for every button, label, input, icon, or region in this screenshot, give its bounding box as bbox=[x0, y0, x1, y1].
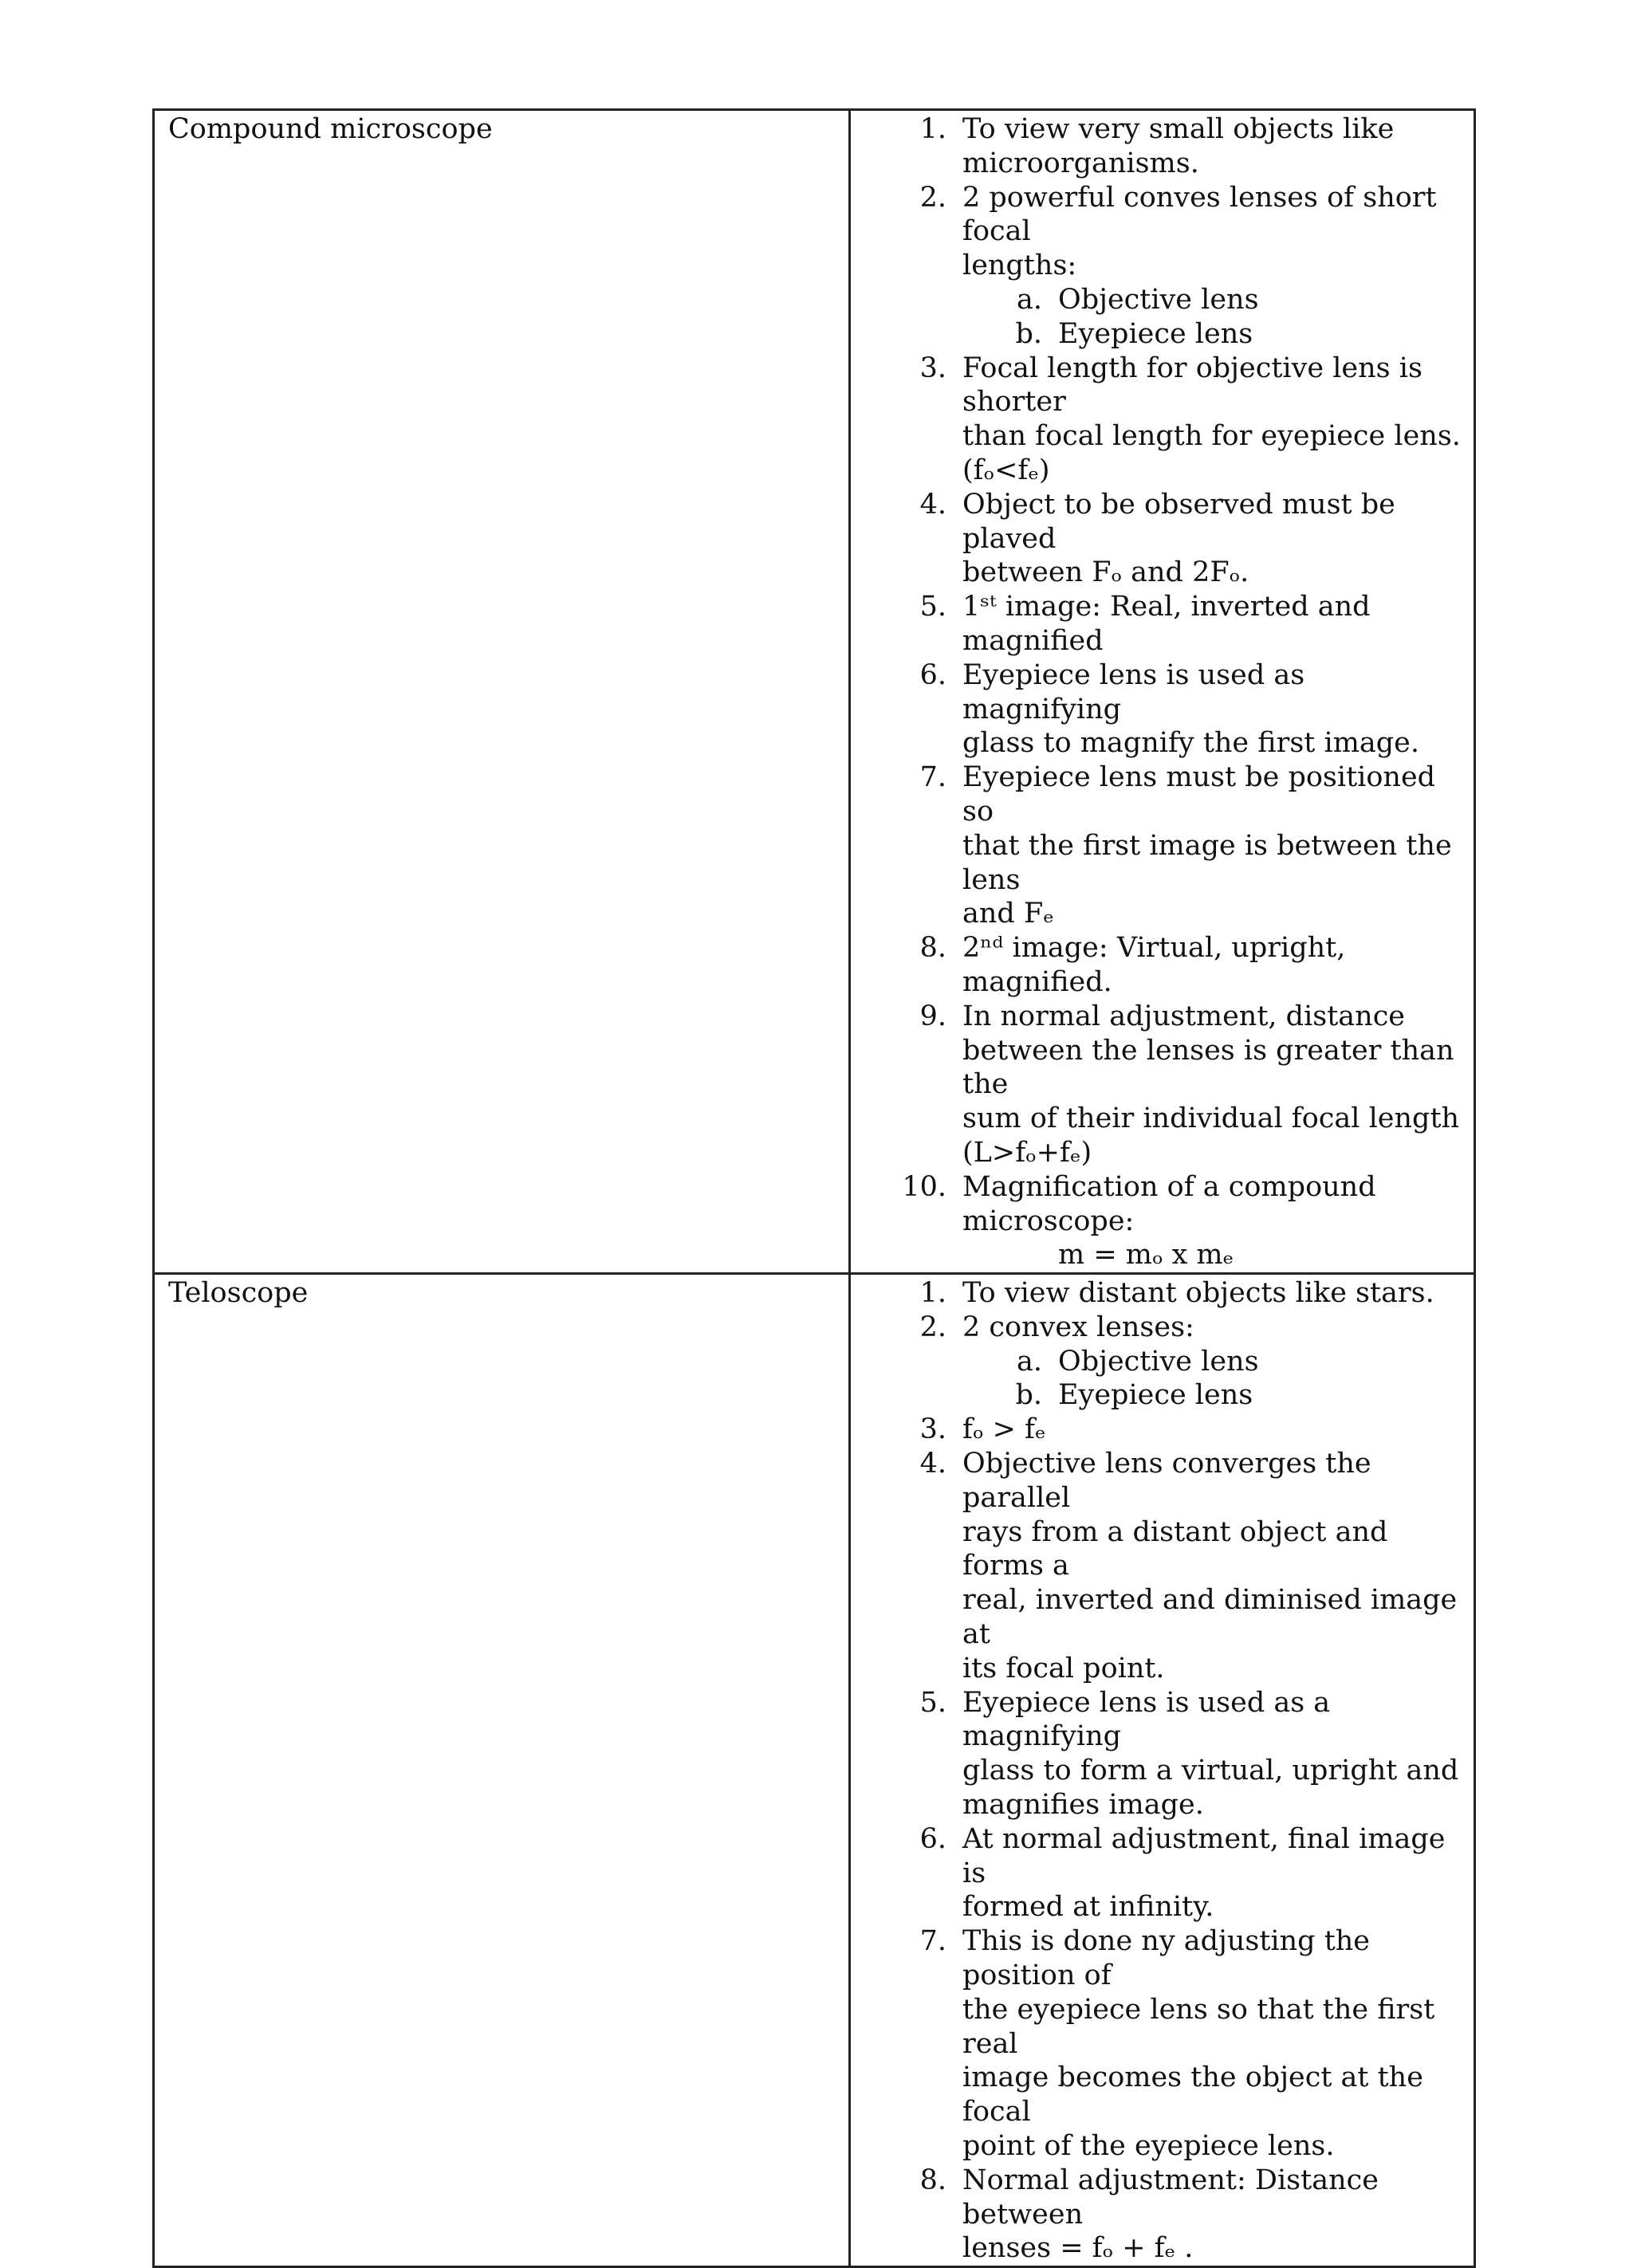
item-text: To view distant objects like stars. bbox=[962, 1277, 1434, 1310]
device-name: Compound microscope bbox=[168, 113, 493, 145]
item-text: between the lenses is greater than the bbox=[962, 1034, 1454, 1101]
item-number: 2. bbox=[919, 181, 946, 214]
list-item bbox=[851, 1205, 1462, 1239]
list-item bbox=[851, 147, 1462, 181]
item-number bbox=[851, 419, 962, 454]
list-item bbox=[851, 726, 1462, 761]
list-item bbox=[851, 1993, 1462, 2062]
item-text: This is done ny adjusting the position of bbox=[962, 1925, 1371, 1992]
item-number bbox=[851, 1652, 962, 1686]
item-text: microorganisms. bbox=[962, 147, 1199, 179]
list-item bbox=[851, 181, 1462, 250]
list-item bbox=[851, 761, 1462, 829]
item-text: real, inverted and diminised image at bbox=[962, 1584, 1458, 1651]
list-item bbox=[851, 2129, 1462, 2164]
item-number bbox=[851, 1583, 962, 1652]
item-text: Objective lens bbox=[1058, 283, 1259, 316]
list-item bbox=[851, 488, 1462, 556]
list-item bbox=[851, 590, 1462, 658]
item-text: microscope: bbox=[962, 1205, 1135, 1237]
item-number bbox=[851, 2129, 962, 2164]
item-text: Eyepiece lens must be positioned so bbox=[962, 761, 1436, 827]
item-number: 4. bbox=[919, 488, 946, 521]
list-item bbox=[851, 1788, 1462, 1822]
item-number: 1. bbox=[919, 113, 946, 145]
list-item bbox=[851, 112, 1462, 147]
list-item bbox=[851, 931, 1462, 1000]
sub-list-item bbox=[851, 317, 1462, 352]
sub-list-item bbox=[851, 1345, 1462, 1379]
item-text: To view very small objects like bbox=[962, 113, 1395, 145]
item-text: 2 powerful conves lenses of short focal bbox=[962, 181, 1437, 248]
item-text: fₒ > fₑ bbox=[962, 1413, 1046, 1446]
item-number bbox=[851, 1034, 962, 1103]
list-item bbox=[851, 1515, 1462, 1584]
list-item bbox=[851, 352, 1462, 420]
item-number bbox=[851, 829, 962, 898]
list-item bbox=[851, 1034, 1462, 1103]
item-text: and Fₑ bbox=[962, 898, 1054, 930]
list-item bbox=[851, 1924, 1462, 1993]
list-item bbox=[851, 2231, 1462, 2266]
list-item bbox=[851, 897, 1462, 931]
item-number: b. bbox=[1015, 1379, 1042, 1412]
optics-table bbox=[152, 108, 1476, 2268]
item-text: that the first image is between the lens bbox=[962, 829, 1452, 896]
item-number bbox=[851, 1515, 962, 1584]
item-number: 9. bbox=[919, 1000, 946, 1032]
points-cell bbox=[850, 110, 1475, 1274]
list-item bbox=[851, 1890, 1462, 1924]
item-number: a. bbox=[1017, 1345, 1042, 1378]
item-text: In normal adjustment, distance bbox=[962, 1000, 1406, 1032]
table-row bbox=[154, 110, 1475, 1274]
item-number: 7. bbox=[919, 761, 946, 794]
item-number bbox=[851, 1993, 962, 2062]
item-text: glass to magnify the first image. bbox=[962, 727, 1419, 760]
item-number: 10. bbox=[902, 1170, 946, 1203]
item-text: (fₒ<fₑ) bbox=[962, 454, 1050, 486]
points-list bbox=[851, 111, 1474, 1272]
list-item bbox=[851, 454, 1462, 488]
item-text: formed at infinity. bbox=[962, 1891, 1214, 1924]
item-number bbox=[851, 1205, 962, 1239]
item-text: Eyepiece lens is used as a magnifying bbox=[962, 1686, 1331, 1753]
list-item bbox=[851, 1822, 1462, 1891]
item-text: At normal adjustment, final image is bbox=[962, 1822, 1446, 1889]
item-text: image becomes the object at the focal bbox=[962, 2062, 1423, 2128]
item-text: lengths: bbox=[962, 250, 1077, 282]
device-name: Teloscope bbox=[168, 1277, 309, 1310]
item-text: Objective lens converges the parallel bbox=[962, 1448, 1371, 1514]
list-item bbox=[851, 1170, 1462, 1205]
item-text: between Fₒ and 2Fₒ. bbox=[962, 556, 1249, 589]
item-text: point of the eyepiece lens. bbox=[962, 2130, 1335, 2163]
item-text: 1ˢᵗ image: Real, inverted and magnified bbox=[962, 591, 1371, 657]
list-item bbox=[851, 1276, 1462, 1311]
formula-text: m = mₒ x mₑ bbox=[1058, 1239, 1234, 1272]
item-text: the eyepiece lens so that the first real bbox=[962, 1993, 1435, 2060]
item-text: (L>fₒ+fₑ) bbox=[962, 1136, 1092, 1169]
list-item bbox=[851, 1000, 1462, 1034]
item-text: sum of their individual focal length bbox=[962, 1103, 1460, 1135]
item-text: rays from a distant object and forms a bbox=[962, 1515, 1388, 1582]
list-item bbox=[851, 658, 1462, 727]
item-number bbox=[851, 1788, 962, 1822]
item-text: Magnification of a compound bbox=[962, 1170, 1376, 1203]
item-text: magnifies image. bbox=[962, 1789, 1204, 1822]
item-number bbox=[851, 2231, 962, 2266]
list-item bbox=[851, 1447, 1462, 1515]
list-item bbox=[851, 1754, 1462, 1788]
item-number bbox=[851, 2061, 962, 2129]
list-item bbox=[851, 2164, 1462, 2232]
list-item bbox=[851, 419, 1462, 454]
item-number bbox=[851, 556, 962, 590]
item-text: its focal point. bbox=[962, 1652, 1165, 1684]
list-item bbox=[851, 1652, 1462, 1686]
item-text: 2ⁿᵈ image: Virtual, upright, magnified. bbox=[962, 932, 1346, 998]
list-item bbox=[851, 829, 1462, 898]
item-text: than focal length for eyepiece lens. bbox=[962, 420, 1461, 453]
item-text: Eyepiece lens bbox=[1058, 317, 1253, 350]
points-cell bbox=[850, 1274, 1475, 2267]
item-number: 4. bbox=[919, 1448, 946, 1480]
points-list bbox=[851, 1275, 1474, 2266]
item-text: Objective lens bbox=[1058, 1345, 1259, 1378]
item-number bbox=[851, 726, 962, 761]
sub-list-item bbox=[851, 283, 1462, 317]
item-number bbox=[851, 1238, 962, 1272]
table-row bbox=[154, 1274, 1475, 2267]
list-item bbox=[851, 1311, 1462, 1345]
list-item bbox=[851, 1136, 1462, 1170]
device-cell bbox=[154, 110, 850, 1274]
item-text: lenses = fₒ + fₑ . bbox=[962, 2232, 1194, 2265]
item-number bbox=[851, 147, 962, 181]
item-number: b. bbox=[1015, 317, 1042, 350]
list-item bbox=[851, 1686, 1462, 1755]
sub-list-item bbox=[851, 1378, 1462, 1413]
item-number bbox=[851, 249, 962, 283]
item-number: 2. bbox=[919, 1311, 946, 1343]
item-number: 5. bbox=[919, 1686, 946, 1719]
item-number: 3. bbox=[919, 1413, 946, 1446]
item-text: Normal adjustment: Distance between bbox=[962, 2164, 1379, 2231]
item-number bbox=[851, 1102, 962, 1136]
item-number: 8. bbox=[919, 932, 946, 965]
item-number: 3. bbox=[919, 352, 946, 384]
list-item bbox=[851, 1238, 1462, 1272]
item-number bbox=[851, 454, 962, 488]
item-number: 7. bbox=[919, 1925, 946, 1958]
item-number: 5. bbox=[919, 591, 946, 623]
list-item bbox=[851, 1413, 1462, 1447]
item-text: Object to be observed must be plaved bbox=[962, 488, 1395, 555]
item-number bbox=[851, 1754, 962, 1788]
item-number: 6. bbox=[919, 658, 946, 691]
item-text: 2 convex lenses: bbox=[962, 1311, 1194, 1343]
item-number bbox=[851, 1890, 962, 1924]
list-item bbox=[851, 2061, 1462, 2129]
item-text: Eyepiece lens bbox=[1058, 1379, 1253, 1412]
item-number: 6. bbox=[919, 1822, 946, 1855]
list-item bbox=[851, 556, 1462, 590]
item-number bbox=[851, 897, 962, 931]
item-text: Eyepiece lens is used as magnifying bbox=[962, 658, 1305, 725]
item-number: 8. bbox=[919, 2164, 946, 2196]
device-cell bbox=[154, 1274, 850, 2267]
item-number: 1. bbox=[919, 1277, 946, 1310]
item-number bbox=[851, 1136, 962, 1170]
item-text: Focal length for objective lens is shorter bbox=[962, 352, 1422, 419]
list-item bbox=[851, 1102, 1462, 1136]
list-item bbox=[851, 249, 1462, 283]
list-item bbox=[851, 1583, 1462, 1652]
item-number: a. bbox=[1017, 283, 1042, 316]
item-text: glass to form a virtual, upright and bbox=[962, 1755, 1459, 1787]
